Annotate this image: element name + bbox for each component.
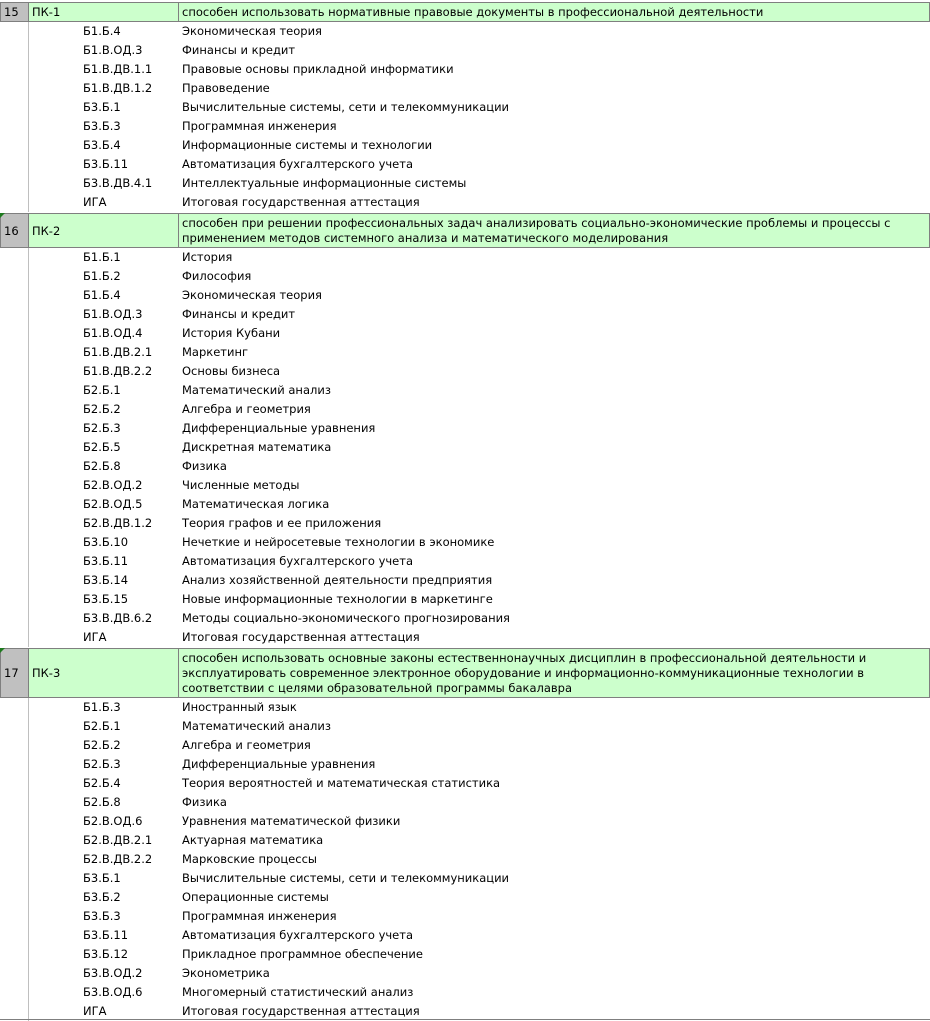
discipline-code-cell[interactable]: ИГА [83,630,107,644]
empty-number-cell[interactable] [0,736,29,755]
empty-number-cell[interactable] [0,79,29,98]
discipline-name-cell[interactable]: Математический анализ [182,719,331,733]
discipline-name-cell[interactable]: История Кубани [182,326,281,340]
discipline-name-cell[interactable]: Итоговая государственная аттестация [182,1004,420,1018]
discipline-name-cell[interactable]: Нечеткие и нейросетевые технологии в экономике [182,535,495,549]
empty-number-cell[interactable] [0,793,29,812]
empty-number-cell[interactable] [0,552,29,571]
empty-number-cell[interactable] [0,590,29,609]
discipline-code-cell[interactable]: Б1.Б.4 [83,288,121,302]
empty-number-cell[interactable] [0,533,29,552]
discipline-name-cell[interactable]: Дискретная математика [182,440,332,454]
discipline-code-cell[interactable]: Б3.В.ДВ.6.2 [83,611,153,625]
discipline-name-cell[interactable]: Операционные системы [182,890,329,904]
discipline-row [0,831,930,850]
discipline-row [0,343,930,362]
discipline-row [0,174,930,193]
discipline-row [0,869,930,888]
discipline-code-cell[interactable]: Б3.В.ОД.2 [83,966,143,980]
discipline-row [0,286,930,305]
competency-code-cell[interactable]: ПК-3 [29,648,179,698]
discipline-row [0,628,930,647]
discipline-name-cell[interactable]: Экономическая теория [182,288,322,302]
discipline-code-cell[interactable]: Б3.Б.11 [83,928,129,942]
discipline-row [0,79,930,98]
discipline-row [0,755,930,774]
discipline-row [0,400,930,419]
discipline-name-cell[interactable]: Основы бизнеса [182,364,281,378]
discipline-code-cell[interactable]: Б2.Б.1 [83,719,121,733]
discipline-code-cell[interactable]: Б2.Б.1 [83,383,121,397]
empty-number-cell[interactable] [0,343,29,362]
discipline-row [0,926,930,945]
empty-number-cell[interactable] [0,717,29,736]
discipline-code-cell[interactable]: Б2.Б.2 [83,402,121,416]
discipline-name-cell[interactable]: Автоматизация бухгалтерского учета [182,157,413,171]
discipline-row [0,117,930,136]
discipline-code-cell[interactable]: Б1.В.ОД.3 [83,307,143,321]
discipline-name-cell[interactable]: Эконометрика [182,966,270,980]
discipline-row [0,590,930,609]
empty-number-cell[interactable] [0,136,29,155]
discipline-row [0,362,930,381]
discipline-row [0,736,930,755]
discipline-code-cell[interactable]: Б3.Б.10 [83,535,129,549]
discipline-name-cell[interactable]: Математический анализ [182,383,331,397]
discipline-row [0,609,930,628]
empty-number-cell[interactable] [0,850,29,869]
discipline-code-cell[interactable]: Б1.Б.3 [83,700,121,714]
discipline-row [0,888,930,907]
discipline-name-cell[interactable]: Уравнения математической физики [182,814,401,828]
discipline-row [0,155,930,174]
row-number-cell[interactable]: 17 [0,648,29,698]
discipline-code-cell[interactable]: Б2.Б.3 [83,757,121,771]
discipline-row [0,495,930,514]
discipline-row [0,812,930,831]
empty-number-cell[interactable] [0,628,29,647]
discipline-code-cell[interactable]: Б1.В.ДВ.2.2 [83,364,153,378]
discipline-row [0,907,930,926]
discipline-name-cell[interactable]: Автоматизация бухгалтерского учета [182,928,413,942]
discipline-name-cell[interactable]: Информационные системы и технологии [182,138,433,152]
discipline-name-cell[interactable]: Интеллектуальные информационные системы [182,176,467,190]
empty-number-cell[interactable] [0,495,29,514]
discipline-name-cell[interactable]: Актуарная математика [182,833,324,847]
discipline-name-cell[interactable]: Физика [182,795,227,809]
discipline-row [0,774,930,793]
discipline-name-cell[interactable]: Правовые основы прикладной информатики [182,62,454,76]
discipline-code-cell[interactable]: Б1.В.ОД.3 [83,43,143,57]
discipline-name-cell[interactable]: Иностранный язык [182,700,297,714]
empty-number-cell[interactable] [0,698,29,717]
discipline-name-cell[interactable]: Вычислительные системы, сети и телекоммуникации [182,100,510,114]
discipline-name-cell[interactable]: Математическая логика [182,497,330,511]
discipline-code-cell[interactable]: Б1.Б.2 [83,269,121,283]
discipline-name-cell[interactable]: Программная инженерия [182,909,337,923]
discipline-name-cell[interactable]: Марковские процессы [182,852,317,866]
row-number-cell[interactable]: 15 [0,2,29,22]
discipline-code-cell[interactable]: Б3.Б.4 [83,138,121,152]
discipline-name-cell[interactable]: Маркетинг [182,345,249,359]
discipline-row [0,267,930,286]
discipline-name-cell[interactable]: Методы социально-экономического прогнозирования [182,611,510,625]
competency-code-cell[interactable]: ПК-1 [29,2,179,22]
discipline-row [0,698,930,717]
discipline-name-cell[interactable]: Итоговая государственная аттестация [182,195,420,209]
discipline-code-cell[interactable]: Б2.В.ОД.6 [83,814,143,828]
competency-header-row [0,2,930,22]
empty-number-cell[interactable] [0,907,29,926]
discipline-name-cell[interactable]: Автоматизация бухгалтерского учета [182,554,413,568]
discipline-name-cell[interactable]: Философия [182,269,252,283]
empty-number-cell[interactable] [0,155,29,174]
discipline-name-cell[interactable]: Финансы и кредит [182,307,296,321]
discipline-code-cell[interactable]: Б1.В.ДВ.1.1 [83,62,153,76]
competency-code-cell[interactable]: ПК-2 [29,213,179,248]
empty-number-cell[interactable] [0,286,29,305]
discipline-name-cell[interactable]: История [182,250,233,264]
discipline-row [0,305,930,324]
discipline-name-cell[interactable]: Прикладное программное обеспечение [182,947,423,961]
discipline-row [0,457,930,476]
empty-number-cell[interactable] [0,831,29,850]
discipline-name-cell[interactable]: Физика [182,459,227,473]
discipline-code-cell[interactable]: Б3.В.ОД.6 [83,985,143,999]
empty-number-cell[interactable] [0,926,29,945]
empty-number-cell[interactable] [0,193,29,212]
empty-number-cell[interactable] [0,571,29,590]
discipline-row [0,193,930,212]
empty-number-cell[interactable] [0,945,29,964]
competency-header-row [0,648,930,698]
empty-number-cell[interactable] [0,248,29,267]
empty-number-cell[interactable] [0,888,29,907]
empty-number-cell[interactable] [0,983,29,1002]
empty-number-cell[interactable] [0,400,29,419]
discipline-name-cell[interactable]: Вычислительные системы, сети и телекоммуникации [182,871,510,885]
discipline-name-cell[interactable]: Теория графов и ее приложения [182,516,382,530]
discipline-code-cell[interactable]: Б2.В.ОД.5 [83,497,143,511]
discipline-code-cell[interactable]: Б3.Б.3 [83,909,121,923]
discipline-row [0,717,930,736]
discipline-row [0,476,930,495]
competency-description-cell[interactable]: способен при решении профессиональных задач анализировать социально-экономические проблемы и процессы с применением методов системного анализа и математического моделирования [179,213,930,248]
discipline-code-cell[interactable]: Б2.В.ОД.2 [83,478,143,492]
discipline-code-cell[interactable]: Б3.В.ДВ.4.1 [83,176,153,190]
empty-number-cell[interactable] [0,381,29,400]
cell-comment-marker-icon [0,648,5,653]
discipline-code-cell[interactable]: Б1.В.ДВ.2.1 [83,345,153,359]
empty-number-cell[interactable] [0,324,29,343]
empty-number-cell[interactable] [0,174,29,193]
empty-number-cell[interactable] [0,869,29,888]
discipline-code-cell[interactable]: Б3.Б.2 [83,890,121,904]
empty-number-cell[interactable] [0,98,29,117]
discipline-code-cell[interactable]: Б2.Б.4 [83,776,121,790]
discipline-code-cell[interactable]: ИГА [83,195,107,209]
discipline-row [0,98,930,117]
discipline-code-cell[interactable]: Б2.В.ДВ.1.2 [83,516,153,530]
discipline-code-cell[interactable]: Б3.Б.11 [83,157,129,171]
empty-number-cell[interactable] [0,362,29,381]
discipline-row [0,552,930,571]
discipline-code-cell[interactable]: Б3.Б.14 [83,573,129,587]
discipline-row [0,514,930,533]
discipline-name-cell[interactable]: Многомерный статистический анализ [182,985,414,999]
competency-description-cell[interactable]: способен использовать нормативные правовые документы в профессиональной деятельности [179,2,930,22]
discipline-row [0,850,930,869]
discipline-code-cell[interactable]: Б2.Б.5 [83,440,121,454]
discipline-name-cell[interactable]: Алгебра и геометрия [182,738,311,752]
empty-number-cell[interactable] [0,60,29,79]
discipline-name-cell[interactable]: Финансы и кредит [182,43,296,57]
discipline-name-cell[interactable]: Анализ хозяйственной деятельности предприятия [182,573,493,587]
empty-number-cell[interactable] [0,476,29,495]
empty-number-cell[interactable] [0,964,29,983]
empty-number-cell[interactable] [0,514,29,533]
competency-description-cell[interactable]: способен использовать основные законы естественнонаучных дисциплин в профессиональной деятельности и эксплуатировать современное электронное оборудование и информационно-коммуникационные технологии в соответствии с целями образовательной программы бакалавра [179,648,930,698]
discipline-name-cell[interactable]: Алгебра и геометрия [182,402,311,416]
discipline-code-cell[interactable]: Б1.Б.4 [83,24,121,38]
discipline-row [0,964,930,983]
discipline-code-cell[interactable]: ИГА [83,1004,107,1018]
empty-number-cell[interactable] [0,457,29,476]
discipline-row [0,571,930,590]
empty-number-cell[interactable] [0,117,29,136]
discipline-row [0,983,930,1002]
discipline-row [0,381,930,400]
discipline-name-cell[interactable]: Дифференциальные уравнения [182,757,376,771]
discipline-name-cell[interactable]: Новые информационные технологии в маркетинге [182,592,493,606]
discipline-code-cell[interactable]: Б1.Б.1 [83,250,121,264]
discipline-code-cell[interactable]: Б3.Б.1 [83,871,121,885]
discipline-row [0,419,930,438]
discipline-row [0,793,930,812]
discipline-row [0,41,930,60]
discipline-name-cell[interactable]: Дифференциальные уравнения [182,421,376,435]
discipline-code-cell[interactable]: Б2.Б.8 [83,459,121,473]
empty-number-cell[interactable] [0,267,29,286]
discipline-code-cell[interactable]: Б2.Б.3 [83,421,121,435]
discipline-row [0,533,930,552]
discipline-code-cell[interactable]: Б3.Б.1 [83,100,121,114]
discipline-row [0,945,930,964]
discipline-code-cell[interactable]: Б3.Б.12 [83,947,129,961]
discipline-code-cell[interactable]: Б3.Б.3 [83,119,121,133]
cell-comment-marker-icon [0,213,5,218]
discipline-row [0,136,930,155]
discipline-code-cell[interactable]: Б2.В.ДВ.2.2 [83,852,153,866]
discipline-code-cell[interactable]: Б2.В.ДВ.2.1 [83,833,153,847]
discipline-code-cell[interactable]: Б1.В.ОД.4 [83,326,143,340]
discipline-row [0,438,930,457]
empty-number-cell[interactable] [0,755,29,774]
empty-number-cell[interactable] [0,22,29,41]
discipline-name-cell[interactable]: Итоговая государственная аттестация [182,630,420,644]
row-number-cell[interactable]: 16 [0,213,29,248]
competency-header-row [0,213,930,248]
discipline-code-cell[interactable]: Б2.Б.8 [83,795,121,809]
discipline-code-cell[interactable]: Б2.Б.2 [83,738,121,752]
discipline-name-cell[interactable]: Численные методы [182,478,300,492]
empty-number-cell[interactable] [0,305,29,324]
discipline-row [0,60,930,79]
discipline-code-cell[interactable]: Б1.В.ДВ.1.2 [83,81,153,95]
empty-number-cell[interactable] [0,774,29,793]
discipline-row [0,248,930,267]
empty-number-cell[interactable] [0,812,29,831]
discipline-name-cell[interactable]: Экономическая теория [182,24,322,38]
discipline-name-cell[interactable]: Правоведение [182,81,270,95]
discipline-name-cell[interactable]: Теория вероятностей и математическая статистика [182,776,501,790]
discipline-name-cell[interactable]: Программная инженерия [182,119,337,133]
discipline-row [0,22,930,41]
sheet-bottom-border [0,1019,930,1020]
discipline-row [0,324,930,343]
discipline-code-cell[interactable]: Б3.Б.15 [83,592,129,606]
empty-number-cell[interactable] [0,419,29,438]
empty-number-cell[interactable] [0,438,29,457]
empty-number-cell[interactable] [0,609,29,628]
empty-number-cell[interactable] [0,41,29,60]
discipline-code-cell[interactable]: Б3.Б.11 [83,554,129,568]
